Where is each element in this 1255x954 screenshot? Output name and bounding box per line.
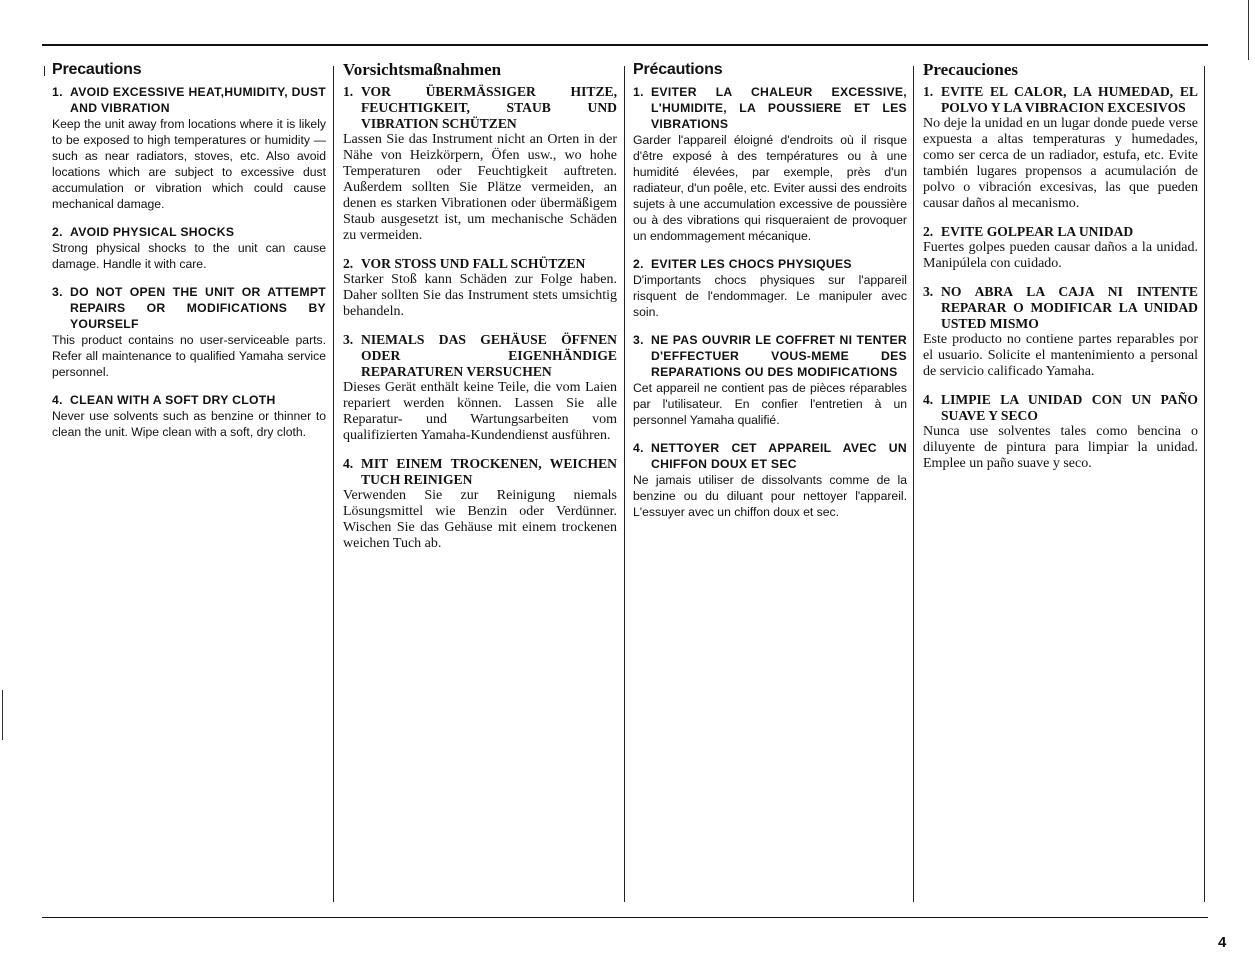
section-number: 1. (52, 85, 63, 99)
column-german (343, 60, 617, 564)
column-divider-right-edge (1204, 66, 1205, 902)
bottom-rule (42, 917, 1208, 918)
section-3 (633, 332, 907, 428)
section-number: 4. (633, 441, 644, 455)
section-heading: EVITE GOLPEAR LA UNIDAD (941, 224, 1134, 239)
section-heading: MIT EINEM TROCKENEN, WEICHEN TUCH REINIGEN (361, 456, 617, 487)
section-4 (923, 392, 1198, 472)
column-title: Precauciones (923, 60, 1019, 79)
section-number: 1. (343, 84, 354, 99)
section-number: 2. (52, 225, 63, 239)
section-number: 4. (343, 456, 354, 471)
section-heading: EVITE EL CALOR, LA HUMEDAD, EL POLVO Y LA VIBRACION EXCESIVOS (941, 84, 1198, 115)
section-number: 4. (52, 393, 63, 407)
section-heading: EVITER LES CHOCS PHYSIQUES (651, 257, 852, 271)
section-number: 3. (52, 285, 63, 299)
section-heading: NE PAS OUVRIR LE COFFRET NI TENTER D'EFFECTUER VOUS-MEME DES REPARATIONS OU DES MODIFICATIONS (651, 333, 907, 379)
section-2 (52, 224, 326, 272)
section-heading: CLEAN WITH A SOFT DRY CLOTH (70, 393, 276, 407)
section-4 (633, 440, 907, 520)
section-4 (52, 392, 326, 440)
section-3 (343, 332, 617, 444)
section-body: Ne jamais utiliser de dissolvants comme de la benzine ou du diluant pour nettoyer l'appareil. L'essuyer avec un chiffon doux et sec. (633, 473, 907, 519)
column-divider-2 (624, 66, 625, 902)
binding-mark (2, 690, 3, 740)
section-body: Nunca use solventes tales como bencina o diluyente de pintura para limpiar la unidad. Emplee un paño suave y seco. (923, 424, 1198, 471)
section-heading: NETTOYER CET APPAREIL AVEC UN CHIFFON DOUX ET SEC (651, 441, 907, 471)
section-number: 3. (923, 284, 934, 299)
column-title: Vorsichtsmaßnahmen (343, 60, 502, 79)
column-title: Precautions (52, 61, 142, 78)
section-body: Starker Stoß kann Schäden zur Folge haben. Daher sollten Sie das Instrument stets umsichtig behandeln. (343, 272, 617, 319)
section-body: Este producto no contiene partes reparables por el usuario. Solicite el mantenimiento a personal de servicio calificado Yamaha. (923, 332, 1198, 379)
page-number: 4 (1218, 934, 1227, 951)
column-divider-3 (913, 66, 914, 902)
section-2 (633, 256, 907, 320)
section-body: Keep the unit away from locations where it is likely to be exposed to high temperatures or humidity — such as near radiators, stoves, etc. Also avoid locations which are subject to excessive dust accumulation or vibration which could cause mechanical damage. (52, 117, 326, 211)
section-heading: VOR STOSS UND FALL SCHÜTZEN (361, 256, 586, 271)
section-1 (343, 84, 617, 244)
page-edge-mark (1248, 0, 1249, 60)
column-divider-1 (333, 66, 334, 902)
section-heading: AVOID EXCESSIVE HEAT,HUMIDITY, DUST AND VIBRATION (70, 85, 326, 115)
column-french (633, 60, 907, 532)
section-body: D'importants chocs physiques sur l'appareil risquent de l'endommager. Le manipuler avec soin. (633, 273, 907, 319)
section-heading: VOR ÜBERMÄSSIGER HITZE, FEUCHTIGKEIT, STAUB UND VIBRATION SCHÜTZEN (361, 84, 617, 131)
section-number: 1. (923, 84, 934, 99)
column-english (52, 60, 326, 452)
section-body: Garder l'appareil éloigné d'endroits où il risque d'être exposé à des températures ou à une humidité élevées, par exemple, près d'un radiateur, d'un poêle, etc. Eviter aussi des endroits sujets à une accumulation excessive de poussière ou à des vibrations qui risqueraient de provoquer un endommagement mécanique. (633, 133, 907, 243)
section-number: 3. (633, 333, 644, 347)
section-body: Cet appareil ne contient pas de pièces réparables par l'utilisateur. En confier l'entretien à un personnel Yamaha qualifié. (633, 381, 907, 427)
section-number: 2. (923, 224, 934, 239)
section-body: This product contains no user-serviceable parts. Refer all maintenance to qualified Yamaha service personnel. (52, 333, 326, 379)
section-heading: DO NOT OPEN THE UNIT OR ATTEMPT REPAIRS OR MODIFICATIONS BY YOURSELF (70, 285, 326, 331)
column-spanish (923, 60, 1198, 484)
column-title: Précautions (633, 61, 723, 78)
section-body: Dieses Gerät enthält keine Teile, die vom Laien repariert werden können. Lassen Sie alle Reparatur- und Wartungsarbeiten vom qualifizierten Yamaha-Kundendienst ausführen. (343, 380, 617, 443)
section-body: Verwenden Sie zur Reinigung niemals Lösungsmittel wie Benzin oder Verdünner. Wischen Sie das Gehäuse mit einem trockenen weichen Tuch ab. (343, 488, 617, 551)
top-rule (42, 44, 1208, 46)
section-heading: NO ABRA LA CAJA NI INTENTE REPARAR O MODIFICAR LA UNIDAD USTED MISMO (941, 284, 1198, 331)
section-body: Never use solvents such as benzine or thinner to clean the unit. Wipe clean with a soft, dry cloth. (52, 409, 326, 439)
section-heading: LIMPIE LA UNIDAD CON UN PAÑO SUAVE Y SECO (941, 392, 1198, 423)
column-divider-left-edge (44, 66, 45, 76)
section-heading: EVITER LA CHALEUR EXCESSIVE, L'HUMIDITE, LA POUSSIERE ET LES VIBRATIONS (651, 85, 907, 131)
section-number: 3. (343, 332, 354, 347)
section-2 (923, 224, 1198, 272)
section-number: 1. (633, 85, 644, 99)
section-body: No deje la unidad en un lugar donde puede verse expuesta a altas temperaturas y humedades, como ser cerca de un radiador, estufa, etc. Evite también lugares propensos a acumulación de polvo o vibración excesivas, las que pueden causar daños al mecanismo. (923, 116, 1198, 211)
section-body: Fuertes golpes pueden causar daños a la unidad. Manipúlela con cuidado. (923, 240, 1198, 271)
section-heading: AVOID PHYSICAL SHOCKS (70, 225, 235, 239)
section-body: Lassen Sie das Instrument nicht an Orten in der Nähe von Heizkörpern, Öfen usw., wo hohe Temperaturen oder Feuchtigkeit auftreten. Außerdem sollten Sie Plätze vermeiden, an denen es starken Vibrationen oder übermäßigem Staub ausgesetzt ist, um mechanische Schäden zu vermeiden. (343, 132, 617, 243)
section-1 (923, 84, 1198, 212)
section-3 (923, 284, 1198, 380)
section-number: 2. (633, 257, 644, 271)
section-4 (343, 456, 617, 552)
section-heading: NIEMALS DAS GEHÄUSE ÖFFNEN ODER EIGENHÄNDIGE REPARATUREN VERSUCHEN (361, 332, 617, 379)
section-2 (343, 256, 617, 320)
section-number: 2. (343, 256, 354, 271)
section-1 (52, 84, 326, 212)
section-1 (633, 84, 907, 244)
section-3 (52, 284, 326, 380)
section-number: 4. (923, 392, 934, 407)
section-body: Strong physical shocks to the unit can cause damage. Handle it with care. (52, 241, 326, 271)
